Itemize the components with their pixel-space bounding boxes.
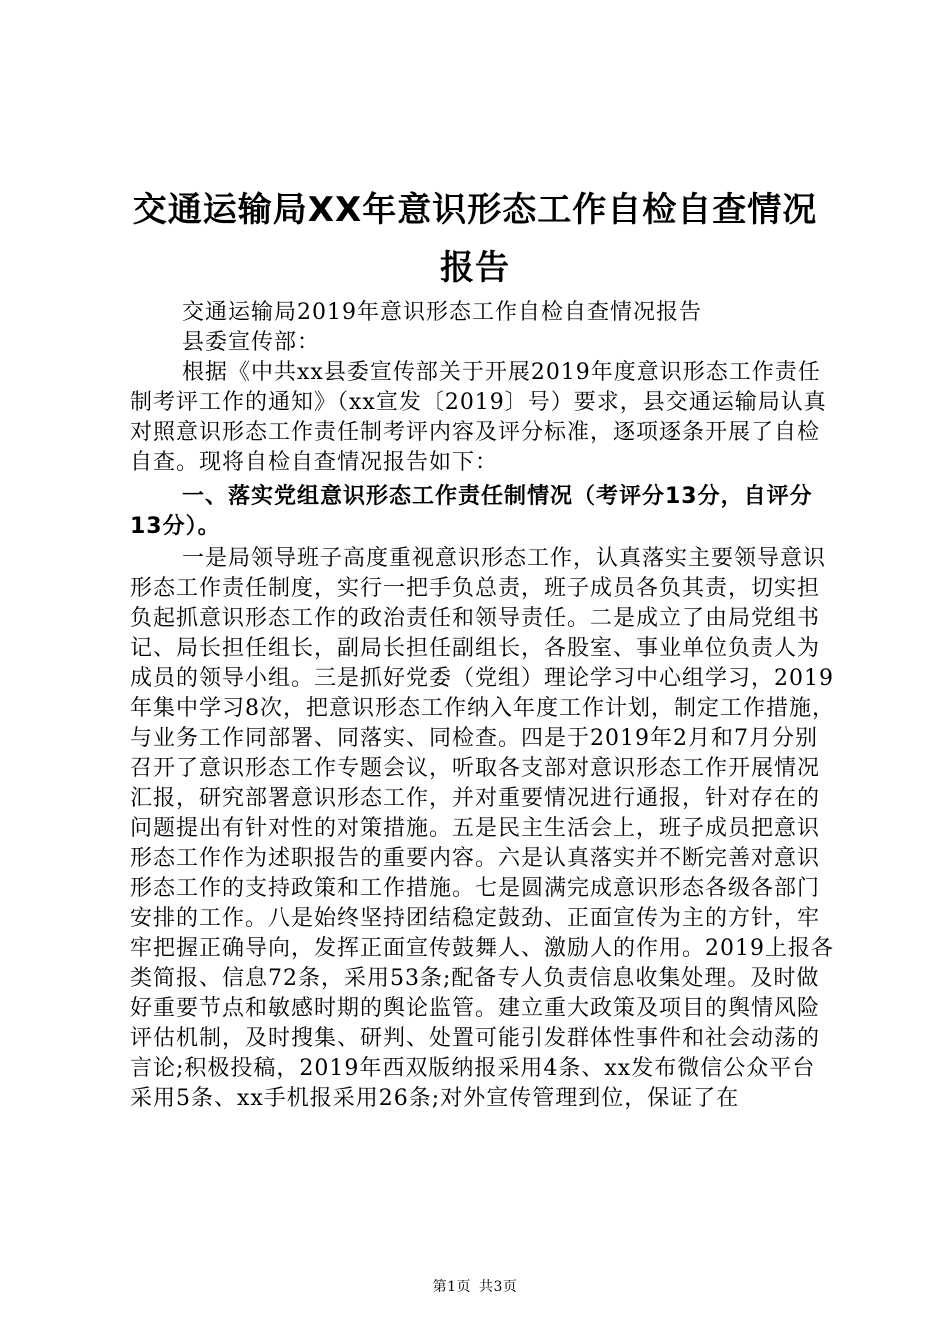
- document-title-line1: 交通运输局XX年意识形态工作自检自查情况: [132, 190, 818, 230]
- document-subtitle: 交通运输局2019年意识形态工作自检自查情况报告: [182, 300, 702, 325]
- salutation: 县委宣传部：: [182, 330, 321, 355]
- section1-body: 一是局领导班子高度重视意识形态工作，认真落实主要领导意识形态工作责任制度，实行一把手负总责，班子成员各负其责，切实担负起抓意识形态工作的政治责任和领导责任。二是成立了由局党组书记、局长担任组长，副局长担任副组长，各股室、事业单位负责人为成员的领导小组。三是抓好党委（党组）理论学习中心组学习，2019年集中学习8次，把意识形态工作纳入年度工作计划，制定工作措施，与业务工作同部署、同落实、同检查。四是于2019年2月和7月分别召开了意识形态工作专题会议，听取各支部对意识形态工作开展情况汇报，研究部署意识形态工作，并对重要情况进行通报，针对存在的问题提出有针对性的对策措施。五是民主生活会上，班子成员把意识形态工作作为述职报告的重要内容。六是认真落实并不断完善对意识形态工作的支持政策和工作措施。七是圆满完成意识形态各级各部门安排的工作。八是始终坚持团结稳定鼓劲、正面宣传为主的方针，牢牢把握正确导向，发挥正面宣传鼓舞人、激励人的作用。2019上报各类简报、信息72条，采用53条;配备专人负责信息收集处理。及时做好重要节点和敏感时期的舆论监管。建立重大政策及项目的舆情风险评估机制，及时搜集、研判、处置可能引发群体性事件和社会动荡的言论;积极投稿，2019年西双版纳报采用4条、xx发布微信公众平台采用5条、xx手机报采用26条;对外宣传管理到位，保证了在: [130, 546, 835, 1111]
- section1-heading: 一、落实党组意识形态工作责任制情况（考评分13分，自评分13分）。: [130, 484, 813, 539]
- document-title-line2: 报告: [440, 248, 510, 288]
- page-footer: [0, 1278, 950, 1296]
- page-number: 第1页: [432, 1279, 471, 1295]
- page-total: 共3页: [479, 1279, 518, 1295]
- intro-paragraph: 根据《中共xx县委宣传部关于开展2019年度意识形态工作责任制考评工作的通知》（xx宣发〔2019〕号）要求，县交通运输局认真对照意识形态工作责任制考评内容及评分标准，逐项逐条开展了自检自查。现将自检自查情况报告如下：: [130, 360, 827, 475]
